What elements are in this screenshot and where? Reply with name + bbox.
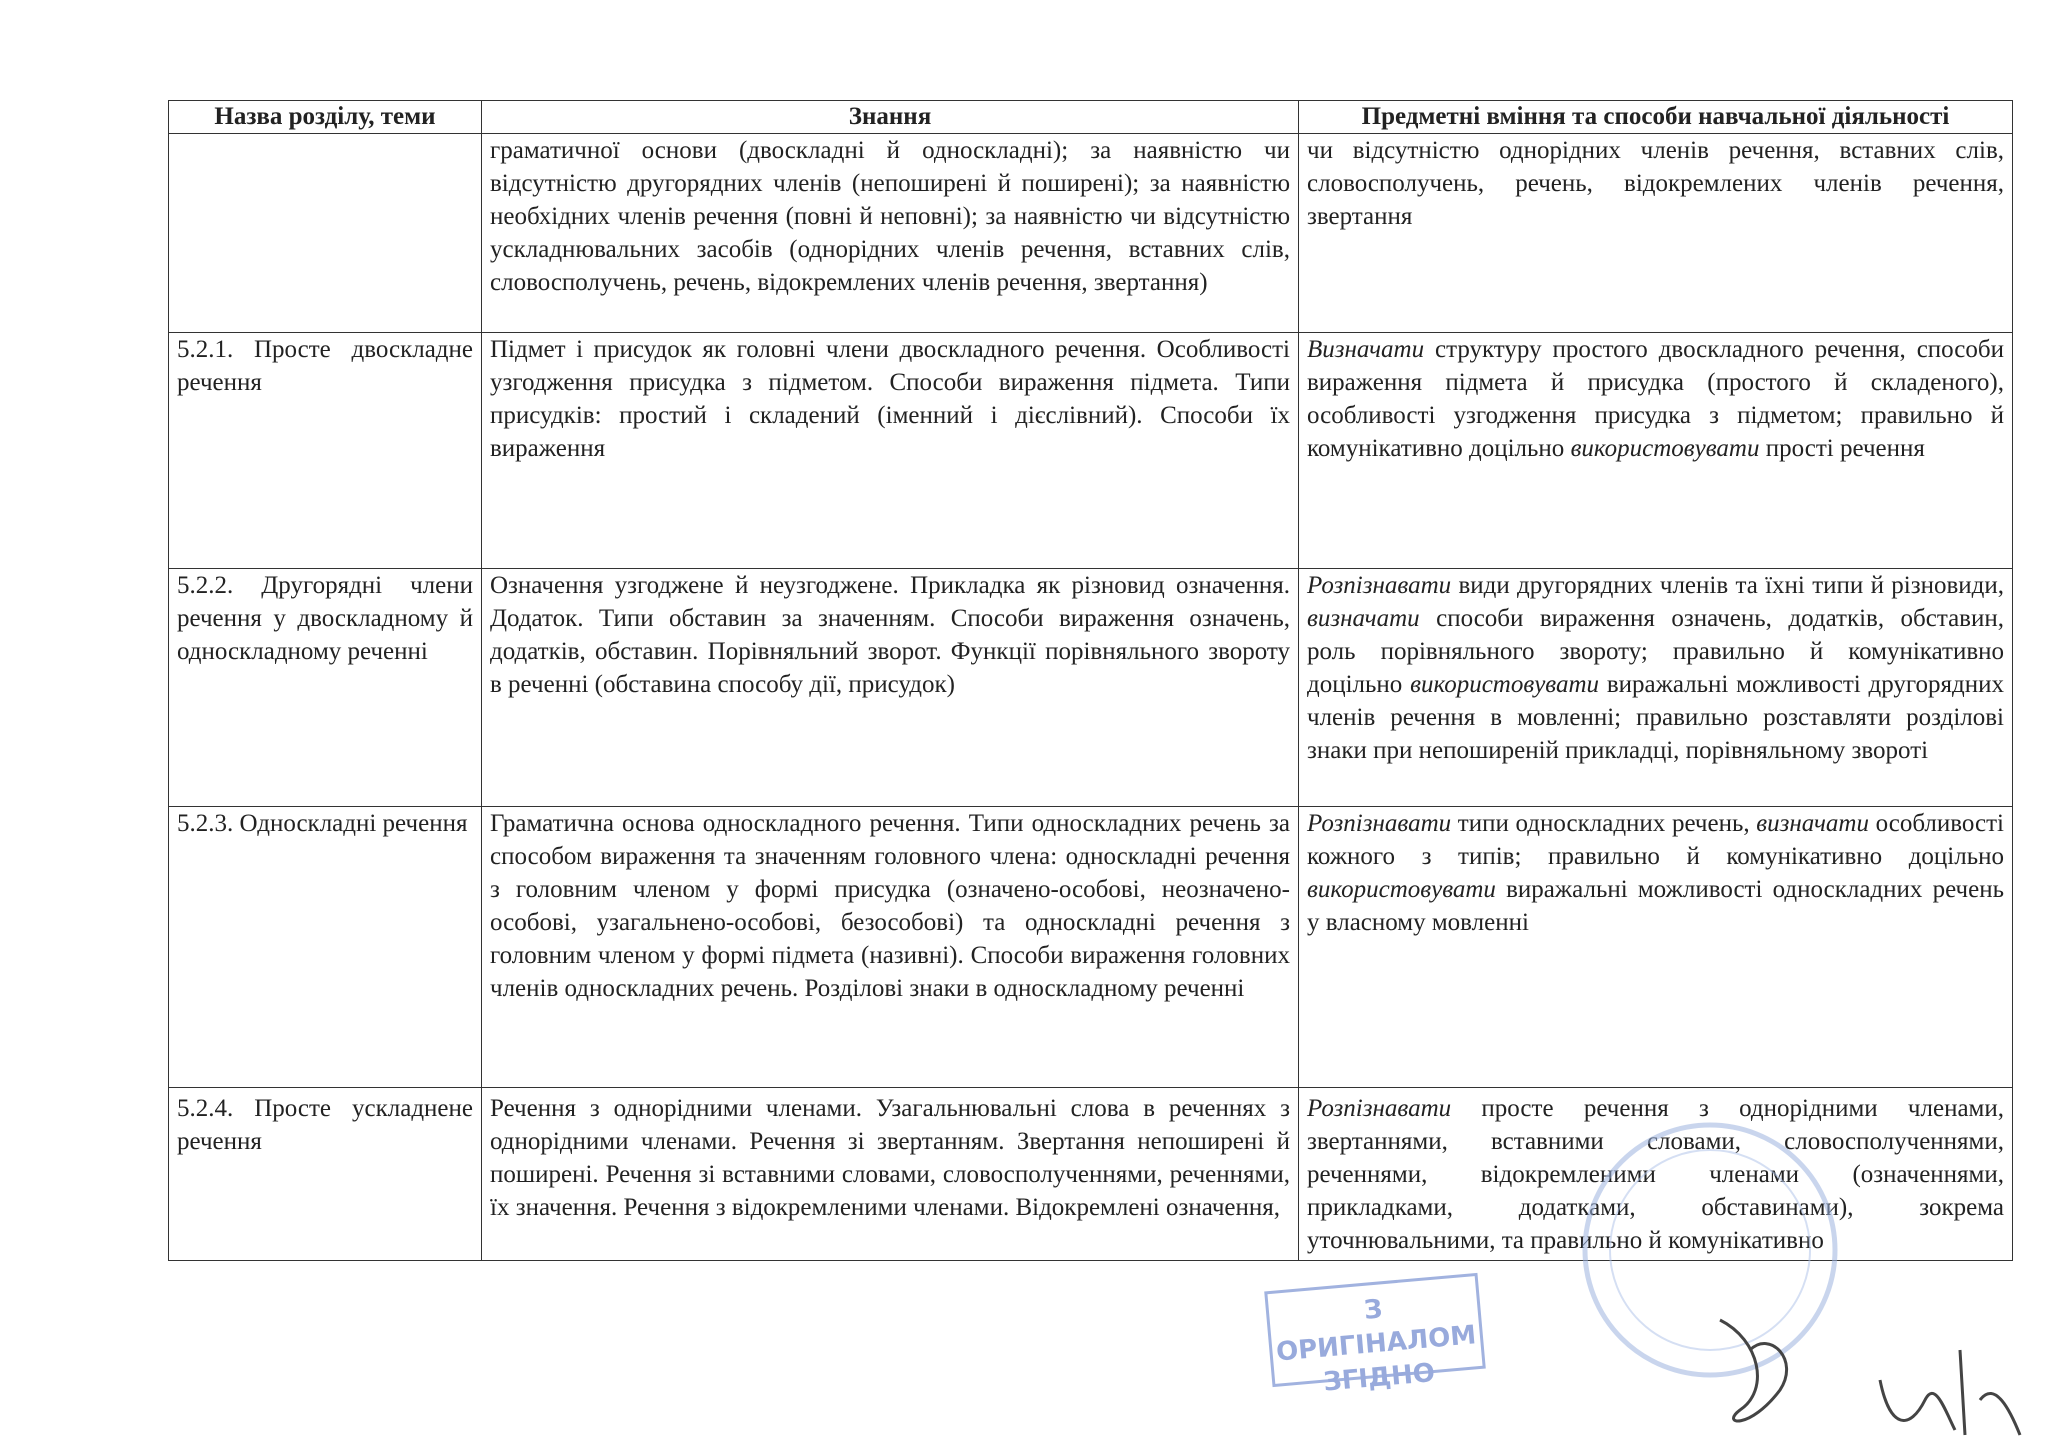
certified-copy-stamp	[1264, 1273, 1486, 1398]
header-knowledge: Знання	[482, 101, 1299, 134]
skills-cell	[1299, 569, 2013, 807]
topic-cell: 5.2.2. Другорядні члени речення у двоскладному й односкладному реченні	[169, 569, 482, 807]
skill-verb: використовувати	[1307, 876, 1496, 903]
skill-text: види другорядних членів та їхні типи й різновиди,	[1451, 572, 2004, 599]
table-row	[169, 134, 2013, 333]
table-header-row	[169, 101, 2013, 134]
knowledge-cell: Речення з однорідними членами. Узагальнювальні слова в реченнях з однорідними членами. Речення зі звертанням. Звертання непоширені й поширені. Речення зі вставними словами, словосполученнями, реченнями, їх значення. Речення з відокремленими членами. Відокремлені означення,	[482, 1088, 1299, 1261]
topic-cell	[169, 134, 482, 333]
knowledge-cell: Означення узгоджене й неузгоджене. Прикладка як різновид означення. Додаток. Типи обставин за значенням. Способи вираження означень, додатків, обставин. Порівняльний зворот. Функції порівняльного звороту в реченні (обставина способу дії, присудок)	[482, 569, 1299, 807]
skill-text: структуру простого двоскладного речення, способи вираження підмета й присудка (простого й складеного), особливості узгодження присудка з підметом; правильно й комунікативно доцільно	[1307, 336, 2004, 462]
stamp-line-1: З ОРИГІНАЛОМ	[1274, 1294, 1478, 1368]
skill-text: чи відсутністю однорідних членів речення, вставних слів, словосполучень, речень, відокремлених членів речення, звертання	[1307, 137, 2004, 230]
skill-verb: визначати	[1307, 605, 1420, 632]
curriculum-table-sheet	[168, 100, 2012, 1261]
topic-cell: 5.2.4. Просте ускладнене речення	[169, 1088, 482, 1261]
skill-text: особливості кожного з типів; правильно й комунікативно доцільно	[1307, 810, 2004, 870]
skill-text: просте речення з однорідними членами, звертаннями, вставними словами, словосполученнями, реченнями, відокремленими членами (означеннями, прикладками, додатками, обставинами), зокрема уточнювальними, та правильно й комунікативно	[1307, 1095, 2004, 1254]
topic-cell: 5.2.3. Односкладні речення	[169, 807, 482, 1088]
skill-verb: використовувати	[1570, 435, 1760, 462]
knowledge-cell: Підмет і присудок як головні члени двоскладного речення. Особливості узгодження присудка з підметом. Способи вираження підмета. Типи присудків: простий і складений (іменний і дієслівний). Способи їх вираження	[482, 333, 1299, 569]
skill-text: способи вираження означень, додатків, обставин, роль порівняльного звороту; правильно й комунікативно доцільно	[1307, 605, 2004, 698]
skill-text: виражальні можливості другорядних членів речення в мовленні; правильно розставляти розділові знаки при непоширеній прикладці, порівняльному звороті	[1307, 671, 2004, 764]
knowledge-cell: Граматична основа односкладного речення. Типи односкладних речень за способом вираження та значенням головного члена: односкладні речення з головним членом у формі присудка (означено-особові, неозначено-особові, узагальнено-особові, безособові) та односкладні речення з головним членом у формі підмета (називні). Способи вираження головних членів односкладних речень. Розділові знаки в односкладному реченні	[482, 807, 1299, 1088]
skill-text: виражальні можливості односкладних речень у власному мовленні	[1307, 876, 2004, 936]
skill-text: прості речення	[1759, 435, 1925, 462]
skills-cell	[1299, 333, 2013, 569]
topic-cell: 5.2.1. Просте двоскладне речення	[169, 333, 482, 569]
knowledge-cell: граматичної основи (двоскладні й односкладні); за наявністю чи відсутністю другорядних членів (непоширені й поширені); за наявністю необхідних членів речення (повні й неповні); за наявністю чи відсутністю ускладнювальних засобів (однорідних членів речення, вставних слів, словосполучень, речень, відокремлених членів речення, звертання)	[482, 134, 1299, 333]
header-skills: Предметні вміння та способи навчальної діяльності	[1299, 101, 2013, 134]
skill-verb: Розпізнавати	[1307, 810, 1452, 837]
skill-verb: визначати	[1756, 810, 1869, 837]
handwritten-signature	[1680, 1260, 2040, 1450]
stamp-line-2: ЗГІДНО	[1322, 1358, 1437, 1398]
header-topic: Назва розділу, теми	[169, 101, 482, 134]
skills-cell	[1299, 134, 2013, 333]
skill-verb: використовувати	[1410, 671, 1600, 698]
skills-cell	[1299, 807, 2013, 1088]
skill-verb: Розпізнавати	[1307, 572, 1452, 599]
curriculum-table	[168, 100, 2013, 1261]
table-row	[169, 807, 2013, 1088]
skill-verb: Визначати	[1307, 336, 1425, 363]
table-row	[169, 569, 2013, 807]
table-row	[169, 333, 2013, 569]
skill-verb: Розпізнавати	[1307, 1095, 1452, 1122]
skill-text: типи односкладних речень,	[1451, 810, 1757, 837]
